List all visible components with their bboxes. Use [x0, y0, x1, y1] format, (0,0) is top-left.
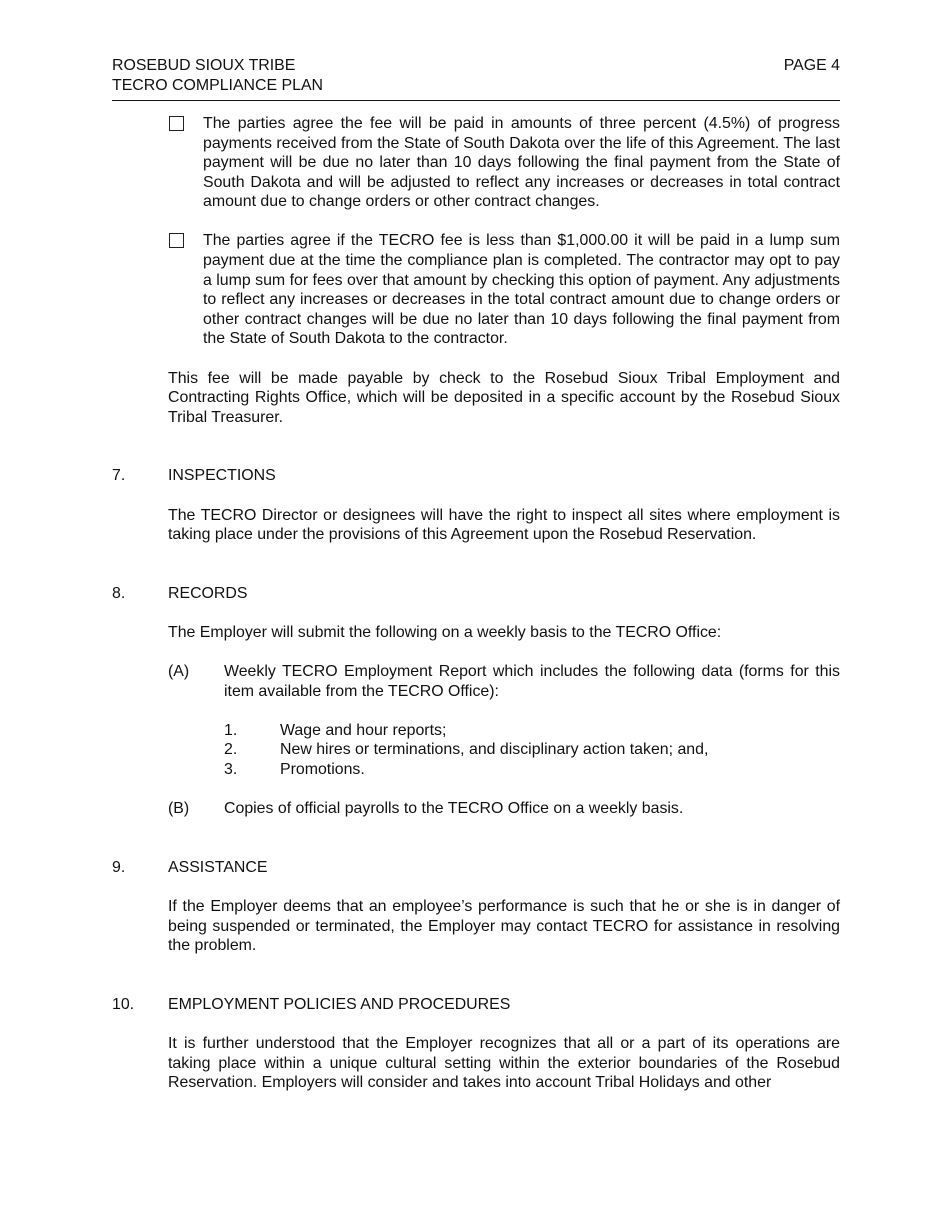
section-policies-heading — [112, 995, 840, 1015]
section-records-heading — [112, 584, 840, 604]
section-number: 8. — [112, 584, 126, 602]
fee-option-lump-sum-checkbox[interactable] — [169, 233, 184, 248]
section-title: ASSISTANCE — [168, 858, 268, 876]
records-item-b — [112, 799, 840, 819]
fee-option-lump-sum — [112, 231, 840, 349]
page-number: PAGE 4 — [783, 57, 840, 74]
item-text: Copies of official payrolls to the TECRO Office on a weekly basis. — [224, 800, 684, 818]
header-left — [112, 56, 323, 95]
page-header — [112, 56, 840, 101]
assistance-paragraph: If the Employer deems that an employee’s performance is such that he or she is in danger of being suspended or terminated, the Employer may contact TECRO for assistance in resolving the problem. — [168, 898, 840, 955]
header-org: ROSEBUD SIOUX TRIBE — [112, 57, 296, 74]
records-item-a — [112, 662, 840, 701]
list-item-text: Wage and hour reports; — [280, 721, 447, 739]
fee-option-lump-sum-text: The parties agree if the TECRO fee is less than $1,000.00 it will be paid in a lump sum payment due at the time the compliance plan is completed. The contractor may opt to pay a lump sum for fees over that amount by checking this option of payment. Any adjustments to reflect any increases or decreases in the total contract amount due to change orders or other contract changes will be due no later than 10 days following the final payment from the State of South Dakota to the contractor. — [203, 232, 840, 348]
document-body — [112, 114, 840, 1112]
header-plan-title: TECRO COMPLIANCE PLAN — [112, 76, 324, 94]
records-numbered-list — [112, 721, 840, 780]
section-assistance-heading — [112, 858, 840, 878]
fee-option-progress — [112, 114, 840, 212]
section-number: 10. — [112, 995, 135, 1013]
records-intro: The Employer will submit the following on a weekly basis to the TECRO Office: — [168, 623, 722, 641]
item-label: (A) — [168, 663, 190, 681]
section-number: 7. — [112, 467, 126, 485]
fee-option-progress-checkbox[interactable] — [169, 116, 184, 131]
item-label: (B) — [168, 800, 190, 818]
list-item — [224, 721, 840, 741]
inspections-paragraph: The TECRO Director or designees will have the right to inspect all sites where employment is taking place under the provisions of this Agreement upon the Rosebud Reservation. — [168, 506, 840, 544]
list-item-number: 2. — [224, 741, 238, 759]
list-item-number: 3. — [224, 761, 238, 779]
section-inspections-heading — [112, 466, 840, 486]
fee-payable-paragraph: This fee will be made payable by check to the Rosebud Sioux Tribal Employment and Contracting Rights Office, which will be deposited in a specific account by the Rosebud Sioux Tribal Treasurer. — [168, 369, 840, 426]
section-title: INSPECTIONS — [168, 467, 276, 485]
section-title: EMPLOYMENT POLICIES AND PROCEDURES — [168, 995, 511, 1013]
section-title: RECORDS — [168, 584, 248, 602]
list-item-text: Promotions. — [280, 761, 365, 779]
section-number: 9. — [112, 858, 126, 876]
list-item-number: 1. — [224, 721, 238, 739]
list-item — [224, 740, 840, 760]
fee-option-progress-text: The parties agree the fee will be paid in amounts of three percent (4.5%) of progress payments received from the State of South Dakota over the life of this Agreement. The last payment will be due no later than 10 days following the final payment from the State of South Dakota and will be adjusted to reflect any increases or decreases in total contract amount due to change orders or other contract changes. — [203, 115, 840, 211]
item-text: Weekly TECRO Employment Report which includes the following data (forms for this item available from the TECRO Office): — [224, 663, 840, 700]
policies-paragraph: It is further understood that the Employer recognizes that all or a part of its operations are taking place within a unique cultural setting within the exterior boundaries of the Rosebud Reservation. Employers will consider and takes into account Tribal Holidays and other — [168, 1034, 840, 1092]
list-item-text: New hires or terminations, and disciplinary action taken; and, — [280, 741, 709, 759]
list-item — [224, 760, 840, 780]
